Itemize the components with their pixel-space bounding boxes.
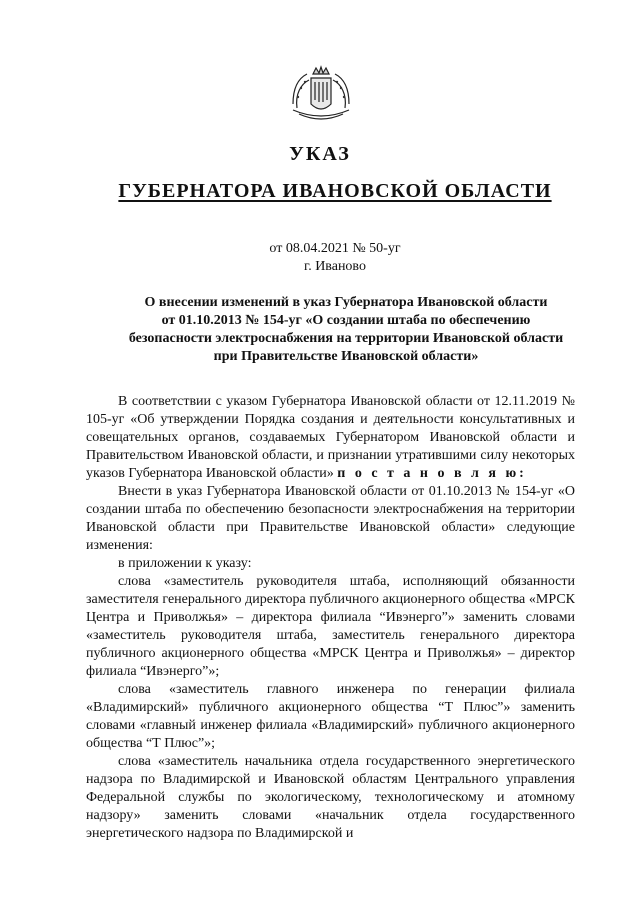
document-type: УКАЗ (289, 143, 351, 165)
city: г. Иваново (304, 259, 366, 274)
paragraph: слова «заместитель руководителя штаба, исполняющий обязанности заместителя генерального директора публичного акционерного общества «МРСК Центра и Приволжья» – директора филиала “Ивэнерго”» заменить словами «заместитель руководителя штаба, заместитель генерального директора публичного акционерного общества «МРСК Центра и Приволжья» – директор филиала “Ивэнерго”»; (86, 574, 575, 679)
paragraph-text: В соответствии с указом Губернатора Ивановской области от 12.11.2019 № 105-уг «Об утверждении Порядка создания и деятельности консультативных и совещательных органов, создаваемых Губернатором Ивановской области и Правительством Ивановской области, и признании утратившими силу некоторых указов Губернатора Ивановской области» (86, 394, 575, 481)
decree-word: п о с т а н о в л я ю: (337, 466, 527, 481)
subject-line: безопасности электроснабжения на территории Ивановской области (128, 331, 564, 346)
document-subject (96, 294, 596, 366)
paragraph: слова «заместитель главного инженера по генерации филиала «Владимирский» публичного акционерного общества “Т Плюс”» заменить словами «главный инженер филиала «Владимирский» публичного акционерного общества “Т Плюс”»; (86, 682, 575, 751)
subject-line: О внесении изменений в указ Губернатора Ивановской области (144, 295, 548, 310)
subject-line: при Правительстве Ивановской области» (213, 349, 479, 364)
issuer-heading-text: ГУБЕРНАТОРА ИВАНОВСКОЙ ОБЛАСТИ (118, 180, 552, 202)
paragraph (86, 393, 575, 483)
issuer-heading (0, 180, 640, 203)
date-number: от 08.04.2021 № 50-уг (269, 241, 401, 256)
paragraph: слова «заместитель начальника отдела государственного энергетического надзора по Владимирской и Ивановской областям Центрального управления Федеральной службы по экологическому, технологическому и атомному надзору» заменить словами «начальник отдела государственного энергетического надзора по Владимирской и (86, 754, 575, 841)
subject-line: от 01.10.2013 № 154-уг «О создании штаба по обеспечению (161, 313, 531, 328)
dateline (0, 240, 640, 276)
document-body (86, 393, 575, 843)
coat-of-arms-icon (289, 64, 353, 124)
paragraph: Внести в указ Губернатора Ивановской области от 01.10.2013 № 154-уг «О создании штаба по обеспечению безопасности электроснабжения на территории Ивановской области при Правительстве Ивановской области» следующие изменения: (86, 484, 575, 553)
paragraph: в приложении к указу: (118, 556, 252, 571)
